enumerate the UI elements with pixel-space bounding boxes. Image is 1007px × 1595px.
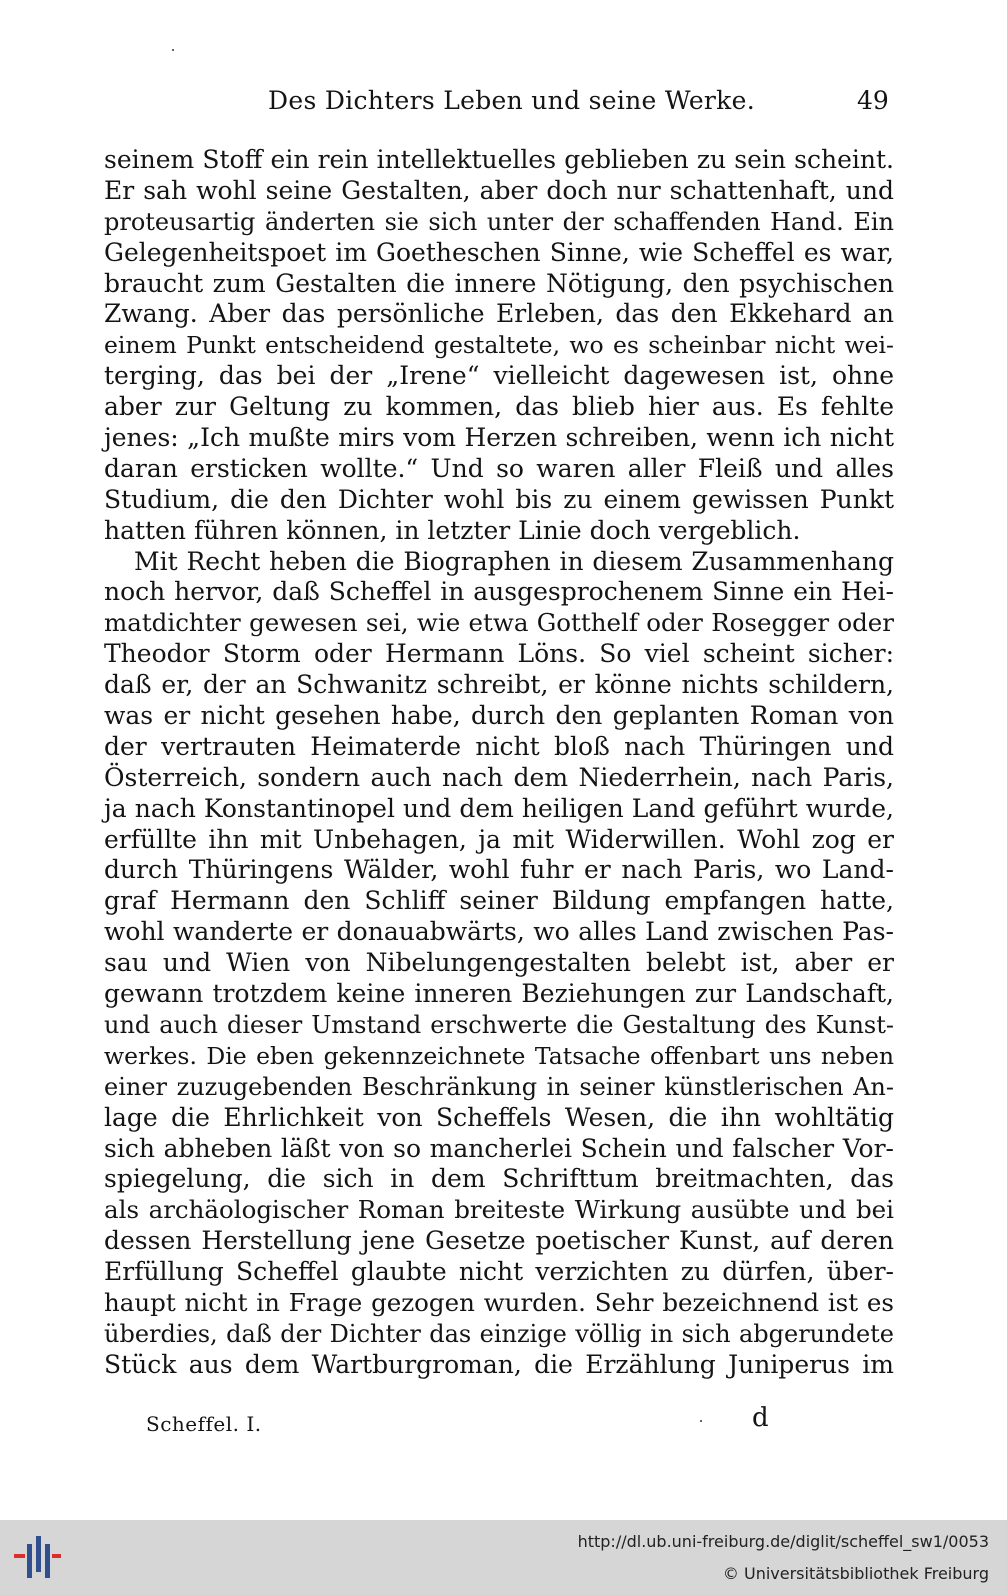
text-line: matdichter gewesen sei, wie etwa Gotthelf oder Rosegger oder [104, 608, 894, 638]
text-line: was er nicht gesehen habe, durch den geplanten Roman von [104, 701, 894, 731]
text-line: lage die Ehrlichkeit von Scheffels Wesen, die ihn wohltätig [104, 1102, 894, 1132]
text-line: graf Hermann den Schliff seiner Bildung empfangen hatte, [104, 886, 894, 916]
text-line: Erfüllung Scheffel glaubte nicht verzichten zu dürfen, über- [104, 1257, 894, 1287]
body-text [104, 145, 894, 1381]
text-line: braucht zum Gestalten die innere Nötigung, den psychischen [104, 268, 894, 298]
text-line: jenes: „Ich mußte mirs vom Herzen schreiben, wenn ich nicht [104, 423, 894, 453]
text-line: sau und Wien von Nibelungengestalten belebt ist, aber er [104, 948, 894, 978]
text-line: daß er, der an Schwanitz schreibt, er könne nichts schildern, [104, 670, 894, 700]
text-line: haupt nicht in Frage gezogen wurden. Sehr bezeichnend ist es [104, 1287, 894, 1317]
text-line: dessen Herstellung jene Gesetze poetischer Kunst, auf deren [104, 1226, 894, 1256]
copyright-notice: © Universitätsbibliothek Freiburg [722, 1564, 989, 1583]
text-line: Er sah wohl seine Gestalten, aber doch nur schattenhaft, und [104, 175, 894, 205]
text-line: und auch dieser Umstand erschwerte die Gestaltung des Kunst- [104, 1010, 894, 1039]
paragraph-first-line: Mit Recht heben die Biographen in diesem Zusammenhang [134, 546, 894, 576]
text-line: sich abheben läßt von so mancherlei Schein und falscher Vor- [104, 1133, 894, 1163]
stray-mark [172, 49, 174, 51]
text-line: der vertrauten Heimaterde nicht bloß nach Thüringen und [104, 731, 894, 761]
permalink-url[interactable]: http://dl.ub.uni-freiburg.de/diglit/scheffel_sw1/0053 [577, 1532, 989, 1551]
text-line: Stück aus dem Wartburgroman, die Erzählung Juniperus im [104, 1349, 894, 1379]
text-line: einem Punkt entscheidend gestaltete, wo es scheinbar nicht wei- [104, 331, 894, 360]
text-line: Studium, die den Dichter wohl bis zu einem gewissen Punkt [104, 484, 894, 514]
text-line: einer zuzugebenden Beschränkung in seiner künstlerischen An- [104, 1072, 894, 1101]
library-footer-bar [0, 1520, 1007, 1595]
text-line: seinem Stoff ein rein intellektuelles geblieben zu sein scheint. [104, 145, 894, 174]
text-line: hatten führen können, in letzter Linie doch vergeblich. [104, 515, 801, 545]
stray-mark [700, 1420, 702, 1422]
text-line: überdies, daß der Dichter das einzige völlig in sich abgerundete [104, 1319, 894, 1348]
text-line: wohl wanderte er donauabwärts, wo alles Land zwischen Pas- [104, 917, 894, 947]
text-line: durch Thüringens Wälder, wohl fuhr er nach Paris, wo Land- [104, 855, 894, 885]
text-line: gewann trotzdem keine inneren Beziehungen zur Landschaft, [104, 979, 894, 1009]
text-line: aber zur Geltung zu kommen, das blieb hier aus. Es fehlte [104, 392, 894, 422]
text-line: ja nach Konstantinopel und dem heiligen Land geführt wurde, [104, 793, 894, 823]
text-line: Österreich, sondern auch nach dem Niederrhein, nach Paris, [104, 762, 894, 792]
text-line: werkes. Die eben gekennzeichnete Tatsache offenbart uns neben [104, 1041, 894, 1070]
printer-signature: Scheffel. I. [146, 1412, 262, 1436]
text-line: noch hervor, daß Scheffel in ausgesprochenem Sinne ein Hei- [104, 577, 894, 607]
page-number: 49 [857, 86, 889, 115]
running-title: Des Dichters Leben und seine Werke. [268, 86, 755, 115]
text-line: terging, das bei der „Irene“ vielleicht dagewesen ist, ohne [104, 361, 894, 391]
text-line: spiegelung, die sich in dem Schrifttum breitmachten, das [104, 1164, 894, 1194]
sheet-mark: d [752, 1403, 769, 1433]
text-line: proteusartig änderten sie sich unter der schaffenden Hand. Ein [104, 207, 894, 236]
text-line: Theodor Storm oder Hermann Löns. So viel scheint sicher: [104, 639, 894, 669]
ub-freiburg-logo-icon[interactable] [12, 1532, 62, 1584]
text-line: erfüllte ihn mit Unbehagen, ja mit Widerwillen. Wohl zog er [104, 824, 894, 854]
text-line: Zwang. Aber das persönliche Erleben, das den Ekkehard an [104, 299, 894, 329]
text-line: daran ersticken wollte.“ Und so waren aller Fleiß und alles [104, 453, 894, 483]
text-line: als archäologischer Roman breiteste Wirkung ausübte und bei [104, 1195, 894, 1225]
text-line: Gelegenheitspoet im Goetheschen Sinne, wie Scheffel es war, [104, 237, 894, 267]
